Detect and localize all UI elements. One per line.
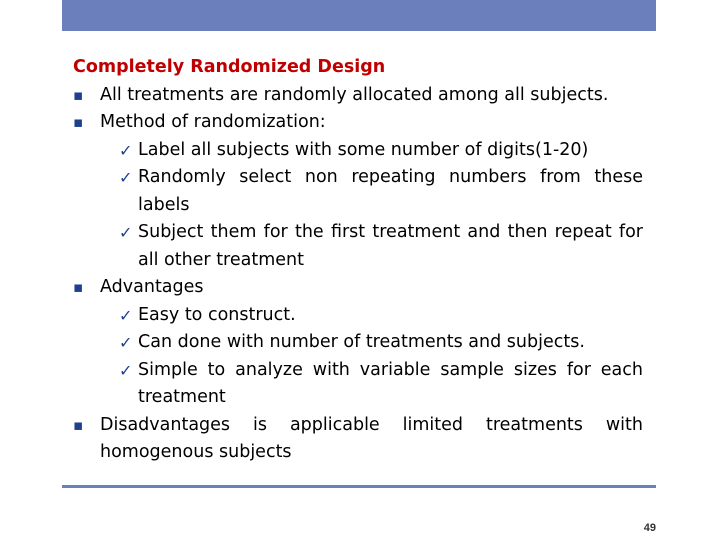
page-number: 49: [643, 522, 656, 534]
bullet-item: [73, 109, 643, 137]
slide-content: [73, 54, 643, 467]
sub-bullet-item: [73, 164, 643, 219]
sub-bullet-text: Can done with number of treatments and subjects.: [138, 332, 585, 352]
bullet-text: Advantages: [100, 277, 204, 297]
sub-bullet-text: Label all subjects with some number of digits(1-20): [138, 139, 589, 160]
bullet-item: [73, 412, 643, 467]
bullet-item: [73, 274, 643, 302]
sub-bullet-text: Easy to construct.: [138, 304, 296, 325]
sub-bullet-text: Randomly select non repeating numbers from these labels: [138, 167, 643, 215]
sub-bullet-item: [73, 329, 643, 357]
slide-title: Completely Randomized Design: [73, 57, 386, 77]
footer-rule: [62, 485, 656, 488]
sub-bullet-text: Simple to analyze with variable sample sizes for each treatment: [138, 359, 643, 407]
checkmark-icon: ✓: [119, 360, 133, 380]
checkmark-icon: ✓: [119, 305, 133, 325]
sub-bullet-item: [73, 302, 643, 330]
bullet-text: Method of randomization:: [100, 112, 326, 132]
checkmark-icon: ✓: [119, 140, 133, 160]
square-bullet-icon: ▪: [73, 113, 84, 131]
sub-bullet-item: [73, 137, 643, 165]
checkmark-icon: ✓: [119, 333, 133, 352]
sub-bullet-item: [73, 357, 643, 412]
bullet-item: [73, 82, 643, 110]
square-bullet-icon: ▪: [73, 415, 84, 434]
checkmark-icon: ✓: [119, 168, 133, 187]
bullet-text: All treatments are randomly allocated among all subjects.: [100, 84, 609, 105]
checkmark-icon: ✓: [119, 223, 133, 242]
sub-bullet-text: Subject them for the first treatment and then repeat for all other treatment: [138, 222, 643, 270]
header-band: [62, 0, 656, 31]
square-bullet-icon: ▪: [73, 278, 84, 296]
sub-bullet-item: [73, 219, 643, 274]
square-bullet-icon: ▪: [73, 85, 84, 104]
bullet-text: Disadvantages is applicable limited treatments with homogenous subjects: [100, 414, 643, 462]
